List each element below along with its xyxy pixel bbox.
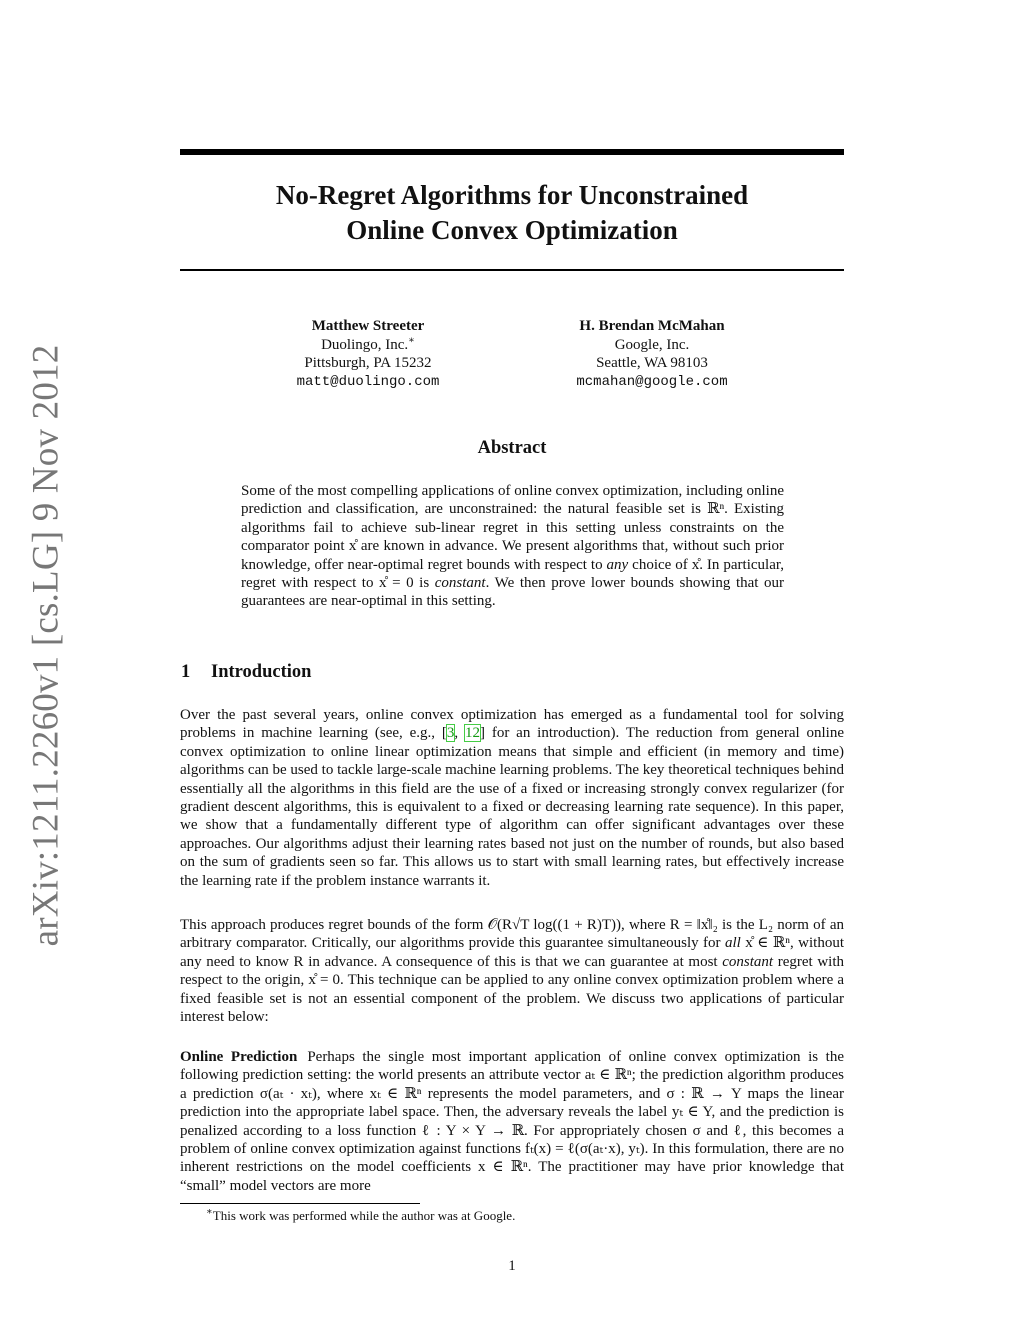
abstract-text: Some of the most compelling applications of online convex optimization, including online prediction and classification, are unconstrained: the natural feasible set is ℝⁿ. Existing algorithms fail to achieve sub-linear regret in this setting unless constraints on the comparator point x̊ are known in advance. We present algorithms that, without such prior knowledge, offer near-optimal regret bounds with respect to any choice of x̊. In particular, regret with respect to x̊ = 0 is constant. We then prove lower bounds showing that our guarantees are near-optimal in this setting. [241, 483, 785, 610]
author-affiliation: Duolingo, Inc.∗ [321, 334, 415, 353]
title-top-rule [180, 149, 844, 155]
citation-link-12[interactable]: 12 [464, 725, 480, 742]
section-title: Introduction [211, 662, 312, 682]
author-address: Seattle, WA 98103 [596, 355, 708, 371]
author-address: Pittsburgh, PA 15232 [304, 355, 432, 371]
author-email[interactable]: matt@duolingo.com [296, 373, 440, 390]
author-name: Matthew Streeter [311, 318, 425, 334]
section-heading-introduction [181, 662, 311, 683]
paper-title [180, 178, 844, 248]
footnote: ∗This work was performed while the author was at Google. [206, 1206, 516, 1223]
footnote-rule [180, 1203, 420, 1204]
author-affiliation: Google, Inc. [614, 336, 690, 353]
author-block-2 [522, 317, 782, 391]
title-bottom-rule [180, 269, 844, 271]
author-block-1 [238, 317, 498, 391]
title-line-1: No-Regret Algorithms for Unconstrained [275, 180, 749, 210]
citation-link-3[interactable]: 3 [446, 725, 455, 742]
arxiv-side-stamp [16, 344, 76, 946]
author-email[interactable]: mcmahan@google.com [576, 373, 728, 390]
footnote-mark: ∗ [408, 334, 415, 346]
section-number: 1 [181, 662, 191, 682]
title-line-2: Online Convex Optimization [346, 215, 678, 245]
author-name: H. Brendan McMahan [579, 318, 725, 334]
intro-paragraph-1: Over the past several years, online convex optimization has emerged as a fundamental tool for solving problems in machine learning (see, e.g., [3, 12] for an introduction). The reduction from general online convex optimization to online linear optimization means that simple and efficient (in memory and time) algorithms can be used to tackle large-scale machine learning problems. The key theoretical techniques behind essentially all the algorithms in this field are the use of a fixed or increasing strongly convex regularizer (for gradient descent algorithms, this is equivalent to a fixed or decreasing learning rate sequence). In this paper, we show that a fundamentally different type of algorithm can offer significant advantages over these approaches. Our algorithms adjust their learning rates based not just on the number of rounds, but also based on the sum of gradients seen so far. This allows us to start with small learning rates, but effectively increase the learning rate if the problem instance warrants it. [180, 707, 845, 889]
paragraph-runin-heading: Online Prediction [180, 1049, 298, 1065]
intro-paragraph-2: This approach produces regret bounds of the form 𝒪(R√T log((1 + R)T)), where R = ‖x̊‖₂ is the L₂ norm of an arbitrary comparator. Critically, our algorithms provide this guarantee simultaneously for all x̊ ∈ ℝⁿ, without any need to know R in advance. A consequence of this is that we can guarantee at most constant regret with respect to the origin, x̊ = 0. This technique can be applied to any online convex optimization problem where a fixed feasible set is not an essential component of the problem. We discuss two applications of particular interest below: [180, 917, 845, 1026]
arxiv-identifier: arXiv:1211.2260v1 [cs.LG] 9 Nov 2012 [25, 344, 67, 946]
abstract-heading: Abstract [477, 438, 547, 458]
intro-paragraph-online-prediction: Online Prediction Perhaps the single most important application of online convex optimization is the following prediction setting: the world presents an attribute vector aₜ ∈ ℝⁿ; the prediction algorithm produces a prediction σ(aₜ · xₜ), where xₜ ∈ ℝⁿ represents the model parameters, and σ : ℝ → Y maps the linear prediction into the appropriate label space. Then, the adversary reveals the label yₜ ∈ Y, and the prediction is penalized according to a loss function ℓ : Y × Y → ℝ. For appropriately chosen σ and ℓ, this becomes a problem of online convex optimization against functions fₜ(x) = ℓ(σ(aₜ·x), yₜ). In this formulation, there are no inherent restrictions on the model coefficients x ∈ ℝⁿ. The practitioner may have prior knowledge that “small” model vectors are more [180, 1049, 844, 1194]
page-number: 1 [508, 1258, 516, 1274]
